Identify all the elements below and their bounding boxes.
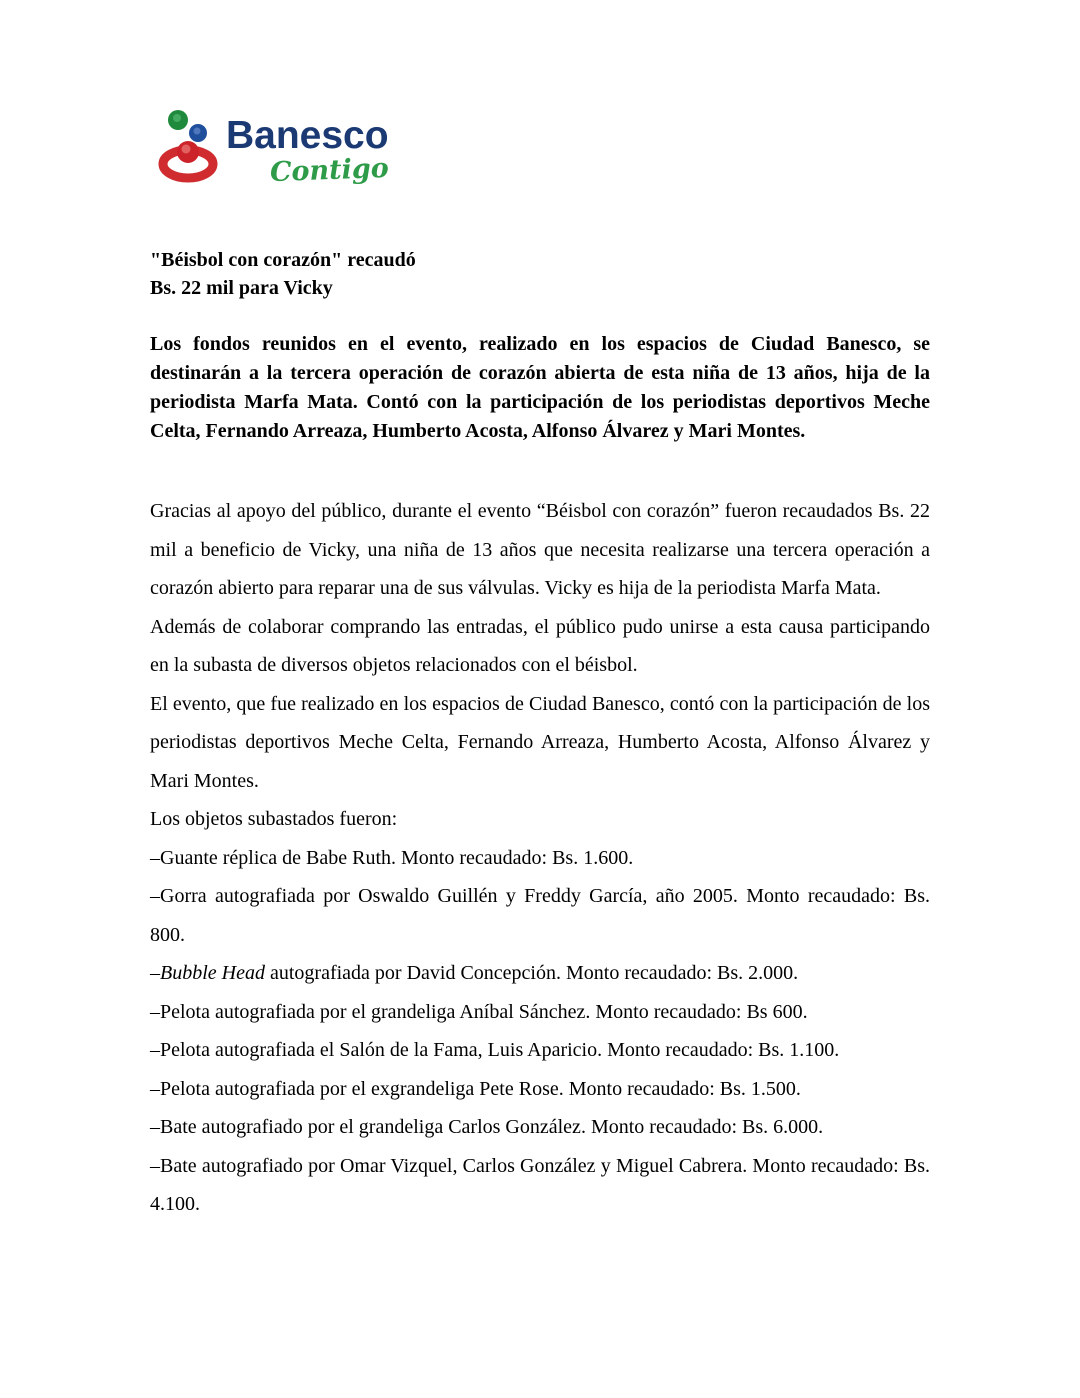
auction-item bbox=[150, 993, 930, 1032]
banesco-logo-icon bbox=[158, 106, 220, 186]
banesco-logo-text bbox=[226, 106, 390, 189]
headline-line-1: "Béisbol con corazón" recaudó bbox=[150, 249, 416, 271]
body-paragraph: Además de colaborar comprando las entradas, el público pudo unirse a esta causa participando en la subasta de diversos objetos relacionados con el béisbol. bbox=[150, 615, 930, 676]
auction-items-list bbox=[150, 839, 930, 1224]
item-dash: – bbox=[150, 1154, 160, 1177]
item-text: Bate autografiado por Omar Vizquel, Carlos González y Miguel Cabrera. Monto recaudado: Bs. 4.100. bbox=[150, 1154, 930, 1215]
item-text: Pelota autografiada el Salón de la Fama, Luis Aparicio. Monto recaudado: Bs. 1.100. bbox=[160, 1039, 840, 1061]
article-body bbox=[150, 492, 930, 1224]
banesco-tagline: Contigo bbox=[269, 152, 390, 189]
lead-paragraph: Los fondos reunidos en el evento, realizado en los espacios de Ciudad Banesco, se destinarán a la tercera operación de corazón abierta de esta niña de 13 años, hija de la periodista Marfa Mata. Contó con la participación de los periodistas deportivos Meche Celta, Fernando Arreaza, Humberto Acosta, Alfonso Álvarez y Mari Montes. bbox=[150, 333, 930, 442]
item-dash: – bbox=[150, 1116, 160, 1138]
item-text: Pelota autografiada por el exgrandeliga Pete Rose. Monto recaudado: Bs. 1.500. bbox=[160, 1077, 801, 1100]
item-text: Gorra autografiada por Oswaldo Guillén y Freddy García, año 2005. Monto recaudado: Bs. 800. bbox=[150, 885, 930, 946]
item-text: Pelota autografiada por el grandeliga Aníbal Sánchez. Monto recaudado: Bs 600. bbox=[160, 1000, 808, 1023]
item-text: Bate autografiado por el grandeliga Carlos González. Monto recaudado: Bs. 6.000. bbox=[160, 1116, 824, 1138]
body-paragraph: Gracias al apoyo del público, durante el evento “Béisbol con corazón” fueron recaudados Bs. 22 mil a beneficio de Vicky, una niña de 13 años que necesita realizarse una tercera operación a corazón abierto para reparar una de sus válvulas. Vicky es hija de la periodista Marfa Mata. bbox=[150, 500, 930, 599]
auction-item bbox=[150, 1031, 930, 1070]
article-headline bbox=[150, 246, 930, 302]
item-italic-text: Bubble Head bbox=[160, 962, 265, 984]
banesco-brand-name: Banesco bbox=[226, 114, 389, 157]
auction-item bbox=[150, 1108, 930, 1147]
auction-item bbox=[150, 1147, 930, 1224]
auction-item bbox=[150, 877, 930, 954]
item-text: autografiada por David Concepción. Monto recaudado: Bs. 2.000. bbox=[264, 962, 799, 984]
body-paragraph: Los objetos subastados fueron: bbox=[150, 808, 398, 830]
banesco-logo bbox=[158, 0, 408, 189]
item-dash: – bbox=[150, 846, 160, 869]
headline-line-2: Bs. 22 mil para Vicky bbox=[150, 277, 333, 299]
body-paragraph: El evento, que fue realizado en los espacios de Ciudad Banesco, contó con la participación de los periodistas deportivos Meche Celta, Fernando Arreaza, Humberto Acosta, Alfonso Álvarez y Mari Montes. bbox=[150, 692, 930, 792]
auction-item bbox=[150, 954, 930, 993]
auction-item bbox=[150, 1070, 930, 1109]
auction-item bbox=[150, 839, 930, 878]
item-dash: – bbox=[150, 1077, 160, 1100]
item-dash: – bbox=[150, 1039, 160, 1061]
item-text: Guante réplica de Babe Ruth. Monto recaudado: Bs. 1.600. bbox=[160, 846, 634, 869]
item-dash: – bbox=[150, 1000, 160, 1023]
item-dash: – bbox=[150, 962, 160, 984]
item-dash: – bbox=[150, 885, 160, 907]
